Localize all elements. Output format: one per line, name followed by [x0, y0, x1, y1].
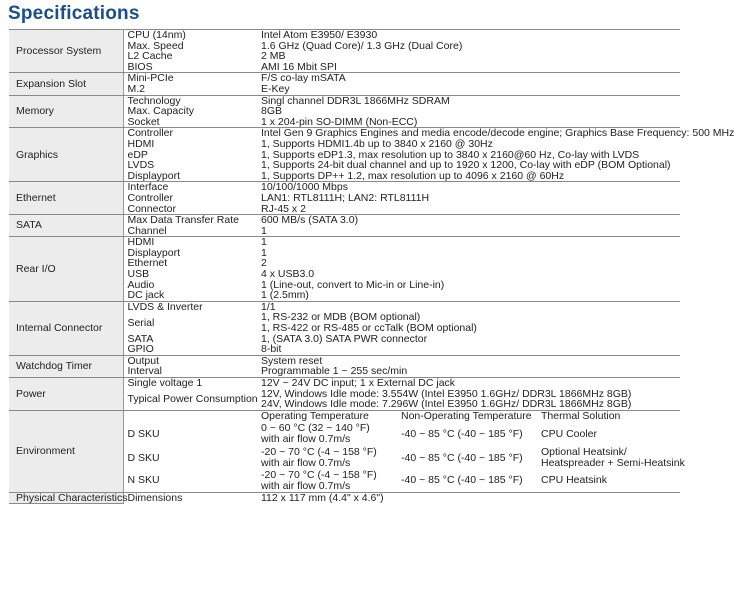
- spec-row: [9, 492, 680, 504]
- spec-item-label: Interface: [123, 182, 257, 193]
- spec-value-line: 8-bit: [261, 343, 282, 356]
- spec-item-value: [257, 237, 680, 248]
- spec-value-line: 1: [261, 246, 267, 259]
- spec-item-value: [257, 226, 680, 237]
- non-operating-temperature: -40 ~ 85 °C (-40 ~ 185 °F): [401, 474, 523, 487]
- spec-item-label: HDMI: [127, 137, 155, 150]
- spec-item-value: 112 x 117 mm (4.4" x 4.6"): [257, 492, 680, 504]
- spec-item-label: M.2: [127, 82, 146, 95]
- thermal-solution-line: CPU Cooler: [541, 427, 598, 440]
- environment-header-row: [9, 410, 680, 421]
- spec-value-line: 1: [261, 224, 267, 237]
- spec-value-line: LAN1: RTL8111H; LAN2: RTL8111H: [261, 191, 430, 204]
- spec-item-label: Serial: [127, 316, 155, 329]
- spec-value-line: 12V ~ 24V DC input; 1 x External DC jack: [261, 377, 456, 389]
- spec-value-line: 1 (Line-out, convert to Mic-in or Line-in): [261, 278, 445, 291]
- environment-sku-header: [123, 410, 257, 421]
- operating-temperature-range: -20 ~ 70 °C (-4 ~ 158 °F): [261, 469, 377, 482]
- spec-value-line: 1/1: [261, 300, 276, 313]
- operating-temperature: [257, 421, 397, 446]
- spec-item-value: [257, 258, 680, 269]
- spec-value-line: 1.6 GHz (Quad Core)/ 1.3 GHz (Dual Core): [261, 39, 463, 52]
- environment-column-header: Thermal Solution: [537, 410, 680, 421]
- spec-row: [9, 378, 680, 389]
- spec-item-label: Max. Speed: [127, 39, 184, 52]
- spec-item-value: [257, 73, 680, 84]
- operating-temperature-note: with air flow 0.7m/s: [261, 479, 351, 492]
- environment-sku: D SKU: [127, 427, 160, 440]
- spec-item-label: USB: [127, 268, 150, 281]
- spec-item-label: Displayport: [127, 169, 181, 182]
- spec-item-value: [257, 95, 680, 106]
- thermal-solution-line: Heatspreader + Semi-Heatsink: [541, 456, 685, 469]
- spec-item-label: GPIO: [127, 343, 154, 356]
- spec-row: [9, 30, 680, 41]
- environment-column-header: Non-Operating Temperature: [397, 410, 537, 421]
- spec-item-label: Max. Capacity: [127, 105, 195, 118]
- spec-item-label: Socket: [127, 115, 160, 128]
- category-label: Rear I/O: [9, 237, 123, 302]
- thermal-solution: [537, 446, 685, 469]
- spec-item-label: LVDS: [127, 159, 155, 172]
- spec-value-line: 600 MB/s (SATA 3.0): [261, 214, 359, 227]
- specifications-table: [9, 29, 734, 505]
- spec-value-line: 1, Supports 24-bit dual channel and up to 1920 x 1200, Co-lay with eDP (BOM Optional): [261, 159, 671, 172]
- spec-value-line: E-Key: [261, 82, 290, 95]
- spec-value-line: RJ-45 x 2: [261, 202, 306, 215]
- spec-item-label: Output: [123, 355, 257, 366]
- spec-value-line: Intel Atom E3950/ E3930: [261, 29, 378, 41]
- spec-value-line: 4 x USB3.0: [261, 268, 315, 281]
- spec-item-label: Typical Power Consumption: [127, 392, 258, 405]
- spec-item-label: Max Data Transfer Rate: [123, 215, 257, 226]
- spec-item-label: CPU (14nm): [123, 30, 257, 41]
- spec-value-line: AMI 16 Mbit SPI: [261, 60, 337, 73]
- spec-value-line: 2: [261, 257, 267, 270]
- spec-item-label: Mini-PCIe: [123, 73, 257, 84]
- spec-row: [9, 95, 680, 106]
- operating-temperature-range: -20 ~ 70 °C (-4 ~ 158 °F): [261, 446, 377, 459]
- category-label: Graphics: [9, 128, 123, 182]
- spec-item-label: SATA: [127, 332, 154, 345]
- spec-value-line: 1 x 204-pin SO-DIMM (Non-ECC): [261, 115, 418, 128]
- spec-item-value: [257, 280, 680, 291]
- spec-item-value: [257, 193, 680, 204]
- spec-value-line: 1, RS-422 or RS-485 or ccTalk (BOM optional): [261, 322, 477, 335]
- spec-value-line: 2 MB: [261, 50, 286, 63]
- operating-temperature-note: with air flow 0.7m/s: [261, 456, 351, 469]
- category-label: Processor System: [9, 30, 123, 73]
- spec-item-value: [257, 117, 680, 128]
- spec-item-label: Controller: [127, 191, 174, 204]
- spec-value-line: 1: [261, 236, 267, 249]
- spec-item-label: Connector: [127, 202, 176, 215]
- category-label: Power: [9, 378, 123, 411]
- spec-value-line: F/S co-lay mSATA: [261, 72, 346, 85]
- spec-value-line: 1 (2.5mm): [261, 289, 309, 302]
- spec-value-line: 1, Supports eDP1.3, max resolution up to 3840 x 2160@60 Hz, Co-lay with LVDS: [261, 148, 640, 161]
- spec-item-value: [257, 312, 680, 333]
- category-label: Expansion Slot: [9, 73, 123, 95]
- thermal-solution-line: Optional Heatsink/: [541, 446, 627, 459]
- spec-item-value: [257, 290, 680, 301]
- spec-value-line: System reset: [261, 354, 323, 367]
- environment-sku: N SKU: [127, 474, 160, 487]
- category-label: Environment: [9, 410, 123, 492]
- category-label: Watchdog Timer: [9, 355, 123, 377]
- category-label: SATA: [9, 215, 123, 237]
- spec-item-label: Displayport: [127, 246, 181, 259]
- spec-item-value: [257, 30, 680, 41]
- spec-item-label: Single voltage 1: [123, 378, 257, 389]
- spec-item-value: [257, 84, 680, 95]
- category-label: Internal Connector: [9, 301, 123, 355]
- spec-row: [9, 215, 680, 226]
- spec-item-label: Audio: [127, 278, 155, 291]
- thermal-solution: [537, 469, 680, 492]
- category-label: Ethernet: [9, 182, 123, 215]
- spec-item-label: Interval: [127, 365, 162, 378]
- spec-value-line: 1, (SATA 3.0) SATA PWR connector: [261, 332, 428, 345]
- operating-temperature-note: with air flow 0.7m/s: [261, 432, 351, 445]
- spec-value-line: 24V, Windows Idle mode: 7.296W (Intel E3950 1.6GHz/ DDR3L 1866MHz 8GB): [261, 398, 632, 411]
- spec-value-line: 8GB: [261, 105, 283, 118]
- spec-value-line: 12V, Windows Idle mode: 3.554W (Intel E3950 1.6GHz/ DDR3L 1866MHz 8GB): [261, 387, 632, 400]
- spec-item-value: [257, 204, 680, 215]
- spec-item-value: [257, 215, 680, 226]
- environment-sku: D SKU: [127, 451, 160, 464]
- spec-row: [9, 237, 680, 248]
- spec-item-value: [257, 171, 680, 182]
- operating-temperature: [257, 469, 397, 492]
- specifications-body: [9, 29, 734, 505]
- spec-value-line: 1, RS-232 or MDB (BOM optional): [261, 311, 421, 324]
- spec-item-label: Controller: [123, 128, 257, 139]
- spec-item-label: L2 Cache: [127, 50, 173, 63]
- spec-item-label: Ethernet: [127, 257, 168, 270]
- spec-value-line: Singl channel DDR3L 1866MHz SDRAM: [261, 94, 450, 107]
- spec-value-line: 1, Supports HDMI1.4b up to 3840 x 2160 @ 30Hz: [261, 137, 493, 150]
- environment-column-header: Operating Temperature: [257, 410, 397, 421]
- operating-temperature-range: 0 ~ 60 °C (32 ~ 140 °F): [261, 422, 370, 435]
- spec-item-label: HDMI: [123, 237, 257, 248]
- spec-item-value: [257, 378, 680, 389]
- spec-item-label: Dimensions: [123, 492, 257, 504]
- spec-item-value: [257, 62, 680, 73]
- spec-item-label: Channel: [127, 224, 167, 237]
- page-title: Specifications: [8, 3, 140, 24]
- non-operating-temperature: -40 ~ 85 °C (-40 ~ 185 °F): [401, 451, 523, 464]
- spec-value-line: 1, Supports DP++ 1.2, max resolution up to 4096 x 2160 @ 60Hz: [261, 169, 565, 182]
- spec-value-line: 10/100/1000 Mbps: [261, 181, 348, 194]
- spec-item-value: [257, 334, 680, 345]
- spec-item-value: [257, 389, 680, 411]
- spec-value-line: Intel Gen 9 Graphics Engines and media encode/decode engine; Graphics Base Frequency: 500 MHz: [261, 127, 734, 140]
- spec-item-label: LVDS & Inverter: [123, 301, 257, 312]
- operating-temperature: [257, 446, 397, 469]
- spec-item-label: eDP: [127, 148, 148, 161]
- category-label: Memory: [9, 95, 123, 128]
- spec-row: [9, 73, 680, 84]
- spec-item-value: [257, 139, 680, 150]
- spec-item-label: DC jack: [127, 289, 165, 302]
- thermal-solution: [537, 421, 680, 446]
- spec-item-value: [257, 248, 680, 259]
- spec-item-value: [257, 344, 680, 355]
- spec-item-label: BIOS: [127, 60, 153, 73]
- category-label: Physical Characteristics: [9, 492, 123, 504]
- thermal-solution-line: CPU Heatsink: [541, 474, 607, 487]
- spec-item-label: Technology: [123, 95, 257, 106]
- spec-value-line: Programmable 1 ~ 255 sec/min: [261, 365, 408, 378]
- spec-item-value: [257, 41, 680, 52]
- non-operating-temperature: -40 ~ 85 °C (-40 ~ 185 °F): [401, 427, 523, 440]
- spec-item-value: [257, 366, 680, 377]
